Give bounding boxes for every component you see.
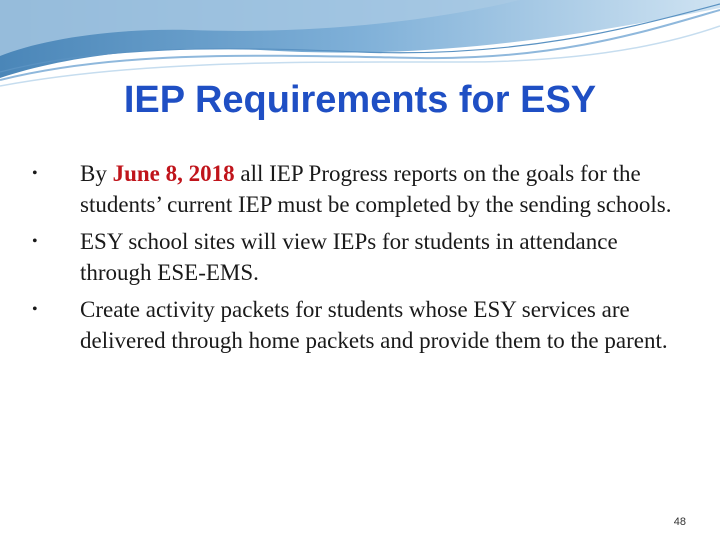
- page-number: 48: [673, 516, 686, 528]
- bullet-suffix: all IEP Progress reports on the goals for the students’ current IEP must be completed by the sending schools.: [80, 161, 672, 217]
- bullet-dot: •: [32, 233, 38, 250]
- bullet-text: ESY school sites will view IEPs for students in attendance through ESE-EMS.: [80, 229, 618, 285]
- bullet-dot: •: [32, 165, 38, 182]
- bullet-item: [30, 294, 690, 356]
- bullet-text: Create activity packets for students whose ESY services are delivered through home packets and provide them to the parent.: [80, 297, 668, 353]
- bullet-item: [30, 158, 690, 220]
- bullet-prefix: By: [80, 161, 113, 186]
- bullet-text: [80, 158, 690, 220]
- deadline-date: June 8, 2018: [112, 161, 235, 186]
- bullet-item: [30, 226, 690, 288]
- slide-title: IEP Requirements for ESY: [123, 79, 597, 121]
- bullet-list: [30, 158, 690, 362]
- bullet-dot: •: [32, 301, 38, 318]
